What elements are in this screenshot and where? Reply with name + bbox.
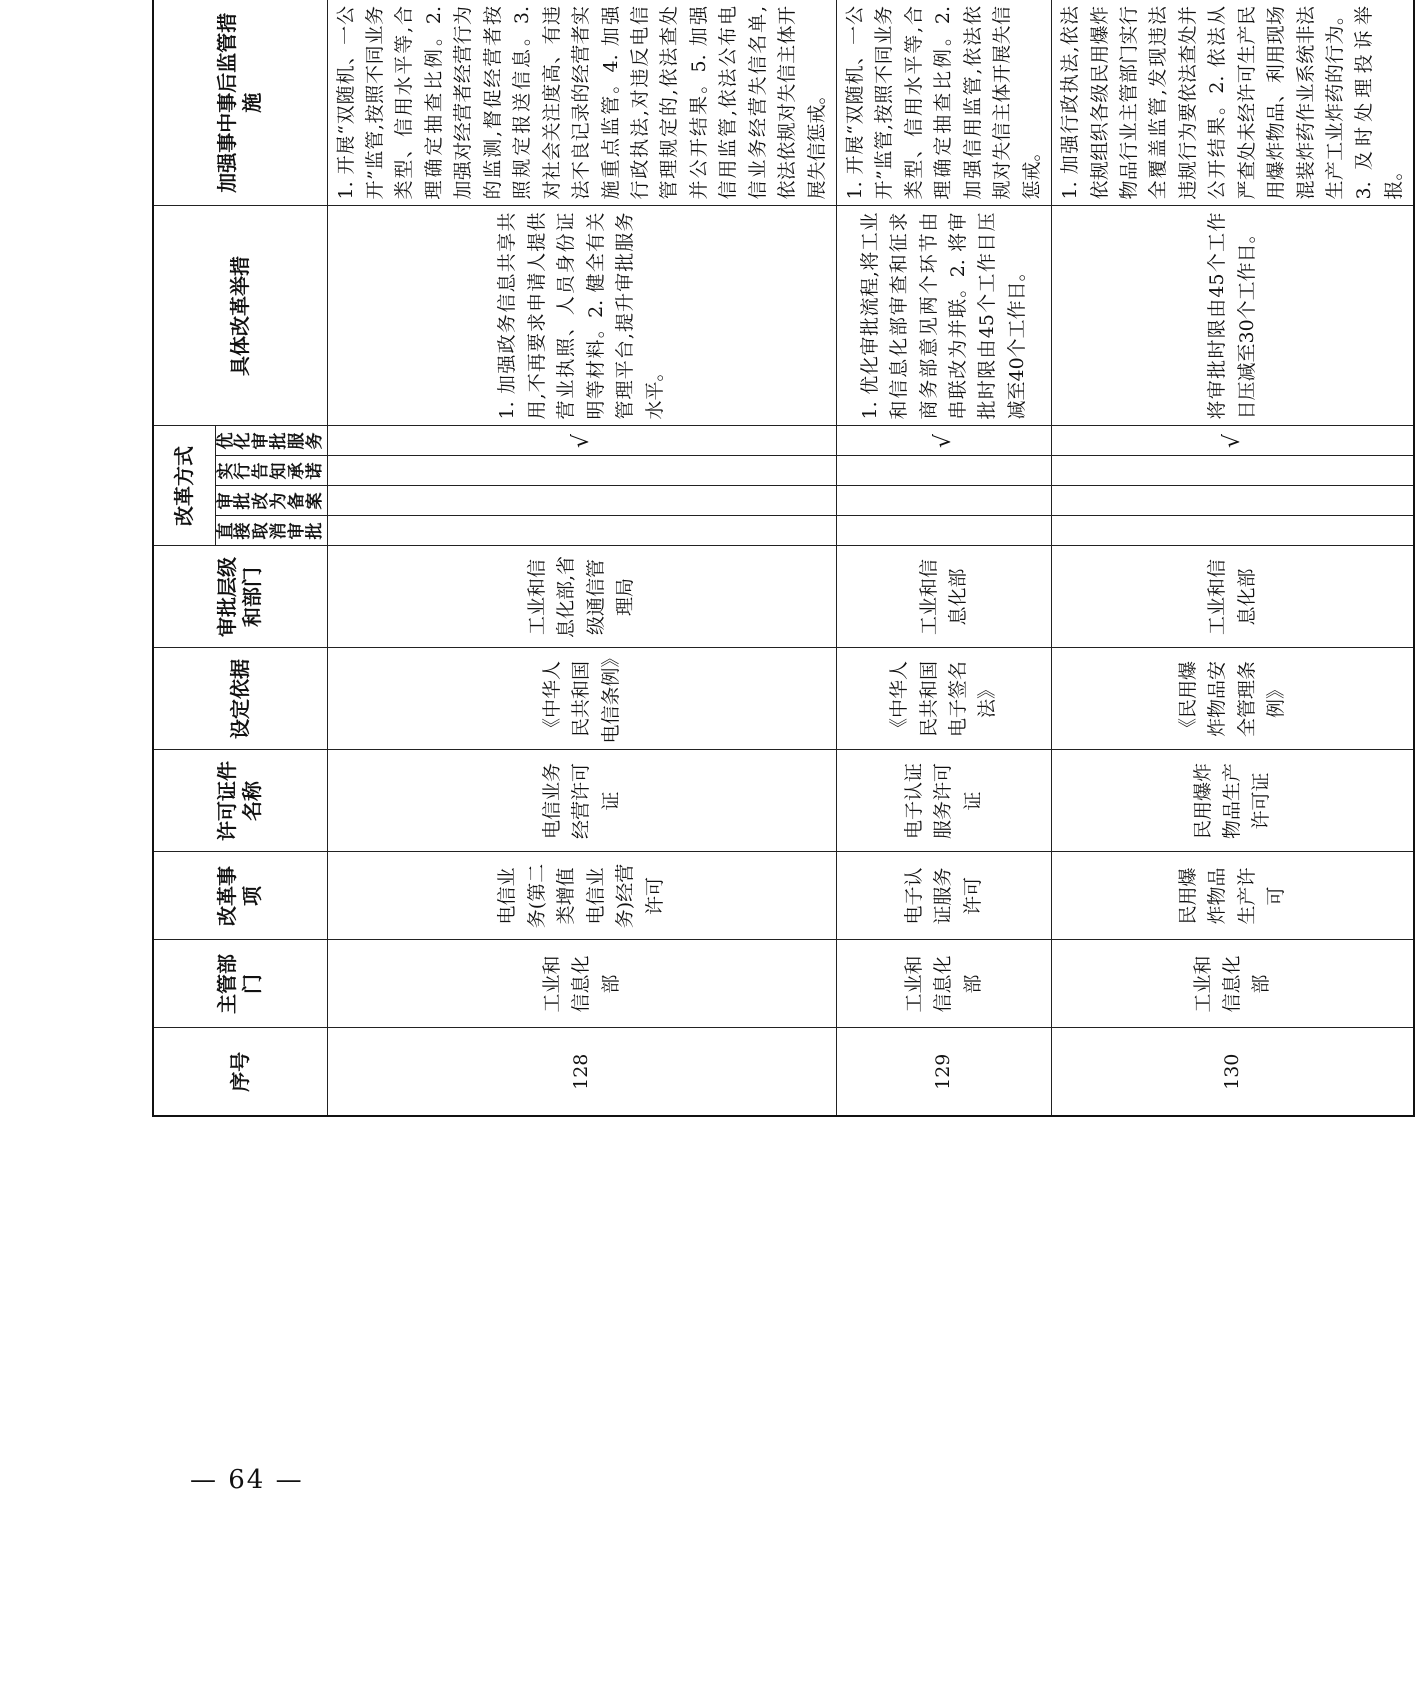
- header-mode-cancel: 直接取消审批: [215, 516, 327, 546]
- header-seq: 序号: [153, 1028, 327, 1116]
- cell-supervision: 1. 开展“双随机、一公开”监管,按照不同业务类型、信用水平等,合理确定抽查比例。2. 加强信用监管,依法依规对失信主体开展失信惩戒。: [837, 0, 1052, 206]
- cell-level: 工业和信息化部: [837, 546, 1052, 648]
- cell-mode-cancel: [1052, 516, 1415, 546]
- cell-mode-filing: [1052, 486, 1415, 516]
- cell-seq: 128: [327, 1028, 836, 1116]
- header-mode-optimize: 优化审批服务: [215, 426, 327, 456]
- cell-mode-optimize-check: √: [1052, 426, 1415, 456]
- cell-level: 工业和信息化部: [1052, 546, 1415, 648]
- cell-basis: 《民用爆炸物品安全管理条例》: [1052, 648, 1415, 750]
- cell-mode-notify: [1052, 456, 1415, 486]
- header-supervision: 加强事中事后监管措施: [153, 0, 327, 206]
- cell-dept: 工业和信息化部: [327, 940, 836, 1028]
- cell-basis: 《中华人民共和国电子签名法》: [837, 648, 1052, 750]
- header-level: 审批层级和部门: [153, 546, 327, 648]
- cell-item: 电子认证服务许可: [837, 852, 1052, 940]
- reform-table: [152, 0, 1415, 1117]
- header-dept: 主管部门: [153, 940, 327, 1028]
- cell-measures: 1. 优化审批流程,将工业和信息化部审查和征求商务部意见两个环节由串联改为并联。2. 将审批时限由45个工作日压减至40个工作日。: [837, 206, 1052, 426]
- cell-mode-cancel: [327, 516, 836, 546]
- cell-dept: 工业和信息化部: [1052, 940, 1415, 1028]
- cell-supervision: 1. 开展“双随机、一公开”监管,按照不同业务类型、信用水平等,合理确定抽查比例。2. 加强对经营者经营行为的监测,督促经营者按照规定报送信息。3. 对社会关注度高、有违法不良记录的经营者实施重点监管。4. 加强行政执法,对违反电信管理规定的,依法查处并公开结果。5. 加强信用监管,依法公布电信业务经营失信名单,依法依规对失信主体开展失信惩戒。: [327, 0, 836, 206]
- cell-seq: 130: [1052, 1028, 1415, 1116]
- header-basis: 设定依据: [153, 648, 327, 750]
- cell-mode-optimize-check: √: [837, 426, 1052, 456]
- cell-dept: 工业和信息化部: [837, 940, 1052, 1028]
- page-number: — 64 —: [190, 1465, 304, 1495]
- header-mode-filing: 审批改为备案: [215, 486, 327, 516]
- header-mode: 改革方式: [153, 426, 215, 546]
- header-measures: 具体改革举措: [153, 206, 327, 426]
- cell-mode-optimize-check: √: [327, 426, 836, 456]
- cell-item: 民用爆炸物品生产许可: [1052, 852, 1415, 940]
- cell-license: 电子认证服务许可证: [837, 750, 1052, 852]
- cell-level: 工业和信息化部,省级通信管理局: [327, 546, 836, 648]
- cell-license: 电信业务经营许可证: [327, 750, 836, 852]
- cell-seq: 129: [837, 1028, 1052, 1116]
- header-item: 改革事项: [153, 852, 327, 940]
- rotated-table-container: [152, 0, 1405, 1117]
- table-row: [327, 0, 836, 1116]
- cell-basis: 《中华人民共和国电信条例》: [327, 648, 836, 750]
- cell-measures: 将审批时限由45个工作日压减至30个工作日。: [1052, 206, 1415, 426]
- cell-supervision: 1. 加强行政执法,依法依规组织各级民用爆炸物品行业主管部门实行全覆盖监管,发现违法违规行为要依法查处并公开结果。2. 依法从严查处未经许可生产民用爆炸物品、利用现场混装炸药作业系统非法生产工业炸药的行为。3. 及时处理投诉举报。: [1052, 0, 1415, 206]
- cell-license: 民用爆炸物品生产许可证: [1052, 750, 1415, 852]
- cell-mode-filing: [837, 486, 1052, 516]
- header-license: 许可证件名称: [153, 750, 327, 852]
- cell-mode-notify: [837, 456, 1052, 486]
- cell-mode-filing: [327, 486, 836, 516]
- table-row: [1052, 0, 1415, 1116]
- header-mode-notify: 实行告知承诺: [215, 456, 327, 486]
- cell-mode-notify: [327, 456, 836, 486]
- cell-item: 电信业务(第二类增值电信业务)经营许可: [327, 852, 836, 940]
- table-row: [837, 0, 1052, 1116]
- cell-mode-cancel: [837, 516, 1052, 546]
- cell-measures: 1. 加强政务信息共享共用,不再要求申请人提供营业执照、人员身份证明等材料。2. 健全有关管理平台,提升审批服务水平。: [327, 206, 836, 426]
